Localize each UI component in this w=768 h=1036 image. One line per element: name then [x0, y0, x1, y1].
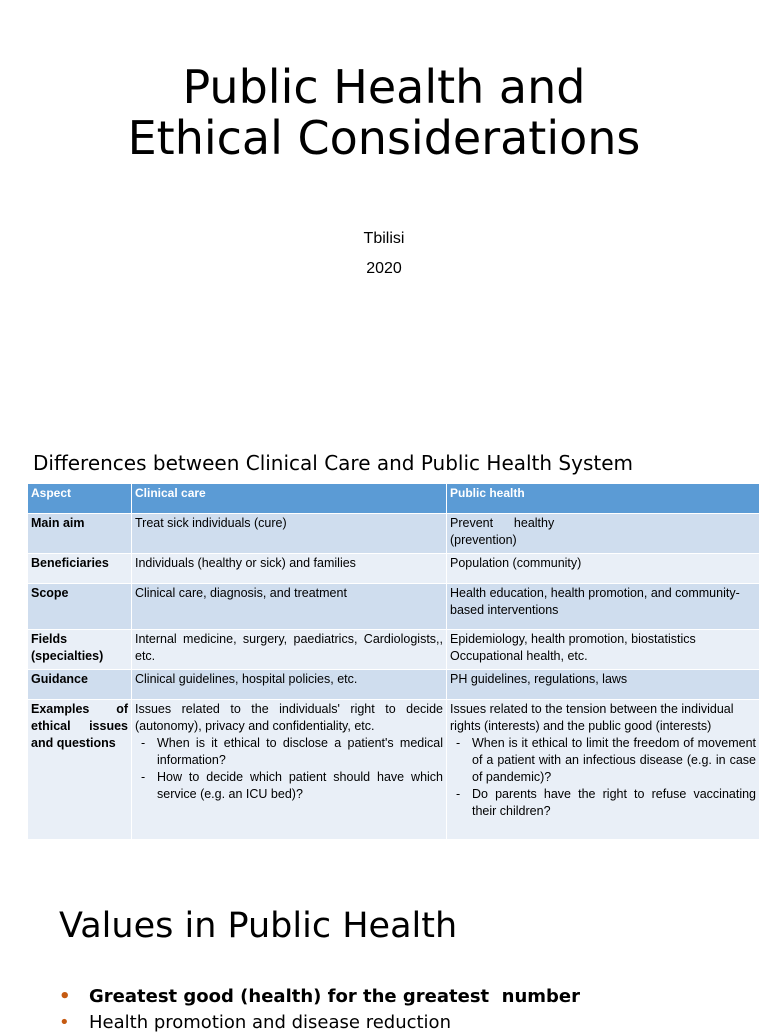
row-public-line: Epidemiology, health promotion, biostatistics [450, 632, 696, 646]
row-clinical: Treat sick individuals (cure) [132, 514, 447, 554]
year-text: 2020 [366, 260, 402, 277]
row-public-line: based interventions [450, 603, 559, 617]
list-item: - When is it ethical to limit the freedom of movement of a patient with an infectious disease (e.g. in case of pandemic)? [472, 735, 756, 786]
table-row [28, 554, 760, 584]
row-public-line: (prevention) [450, 533, 517, 547]
row-aspect: Guidance [28, 670, 132, 700]
row-clinical: Clinical guidelines, hospital policies, etc. [132, 670, 447, 700]
row-public: PH guidelines, regulations, laws [447, 670, 760, 700]
row-public [447, 700, 760, 840]
clinical-questions-list [135, 735, 443, 803]
table-row [28, 700, 760, 840]
row-clinical: Internal medicine, surgery, paediatrics, Cardiologists,, etc. [132, 630, 447, 670]
values-title: Values in Public Health [59, 906, 458, 946]
value-text: Greatest good (health) for the greatest number [89, 986, 581, 1007]
table-row [28, 514, 760, 554]
row-public [447, 514, 760, 554]
row-public-line: Prevent healthy [450, 516, 555, 530]
table-row [28, 630, 760, 670]
bullet-icon: • [59, 1012, 70, 1033]
row-public-line: Occupational health, etc. [450, 649, 588, 663]
row-public [447, 630, 760, 670]
row-clinical: Clinical care, diagnosis, and treatment [132, 584, 447, 630]
row-aspect: Scope [28, 584, 132, 630]
row-clinical-intro: Issues related to the individuals' right to decide (autonomy), privacy and confidentiality, etc. [135, 702, 443, 733]
header-clinical-care: Clinical care [132, 484, 447, 514]
row-clinical [132, 700, 447, 840]
presentation-title [0, 62, 768, 164]
header-public-health: Public health [447, 484, 760, 514]
row-clinical: Individuals (healthy or sick) and families [132, 554, 447, 584]
row-aspect: Beneficiaries [28, 554, 132, 584]
row-public [447, 584, 760, 630]
location-text: Tbilisi [363, 230, 405, 247]
comparison-table [27, 483, 760, 840]
row-public: Population (community) [447, 554, 760, 584]
table-header-row [28, 484, 760, 514]
row-public-line: Health education, health promotion, and community- [450, 586, 740, 600]
list-item: - How to decide which patient should have which service (e.g. an ICU bed)? [157, 769, 443, 803]
list-item: - When is it ethical to disclose a patient's medical information? [157, 735, 443, 769]
list-item [59, 984, 739, 1010]
title-line-1: Public Health and [182, 60, 586, 114]
values-list [59, 984, 739, 1036]
public-questions-list [450, 735, 756, 820]
table-row [28, 584, 760, 630]
bullet-icon: • [59, 986, 71, 1007]
comparison-title: Differences between Clinical Care and Public Health System [33, 451, 634, 475]
header-aspect: Aspect [28, 484, 132, 514]
row-aspect: Examples of ethical issues and questions [28, 700, 132, 840]
row-aspect: Fields (specialties) [28, 630, 132, 670]
table-row [28, 670, 760, 700]
title-line-2: Ethical Considerations [127, 111, 641, 165]
value-text: Health promotion and disease reduction [89, 1012, 451, 1033]
row-aspect: Main aim [28, 514, 132, 554]
list-item [59, 1010, 739, 1036]
list-item: - Do parents have the right to refuse vaccinating their children? [472, 786, 756, 820]
row-public-intro: Issues related to the tension between the individual rights (interests) and the public good (interests) [450, 702, 734, 733]
